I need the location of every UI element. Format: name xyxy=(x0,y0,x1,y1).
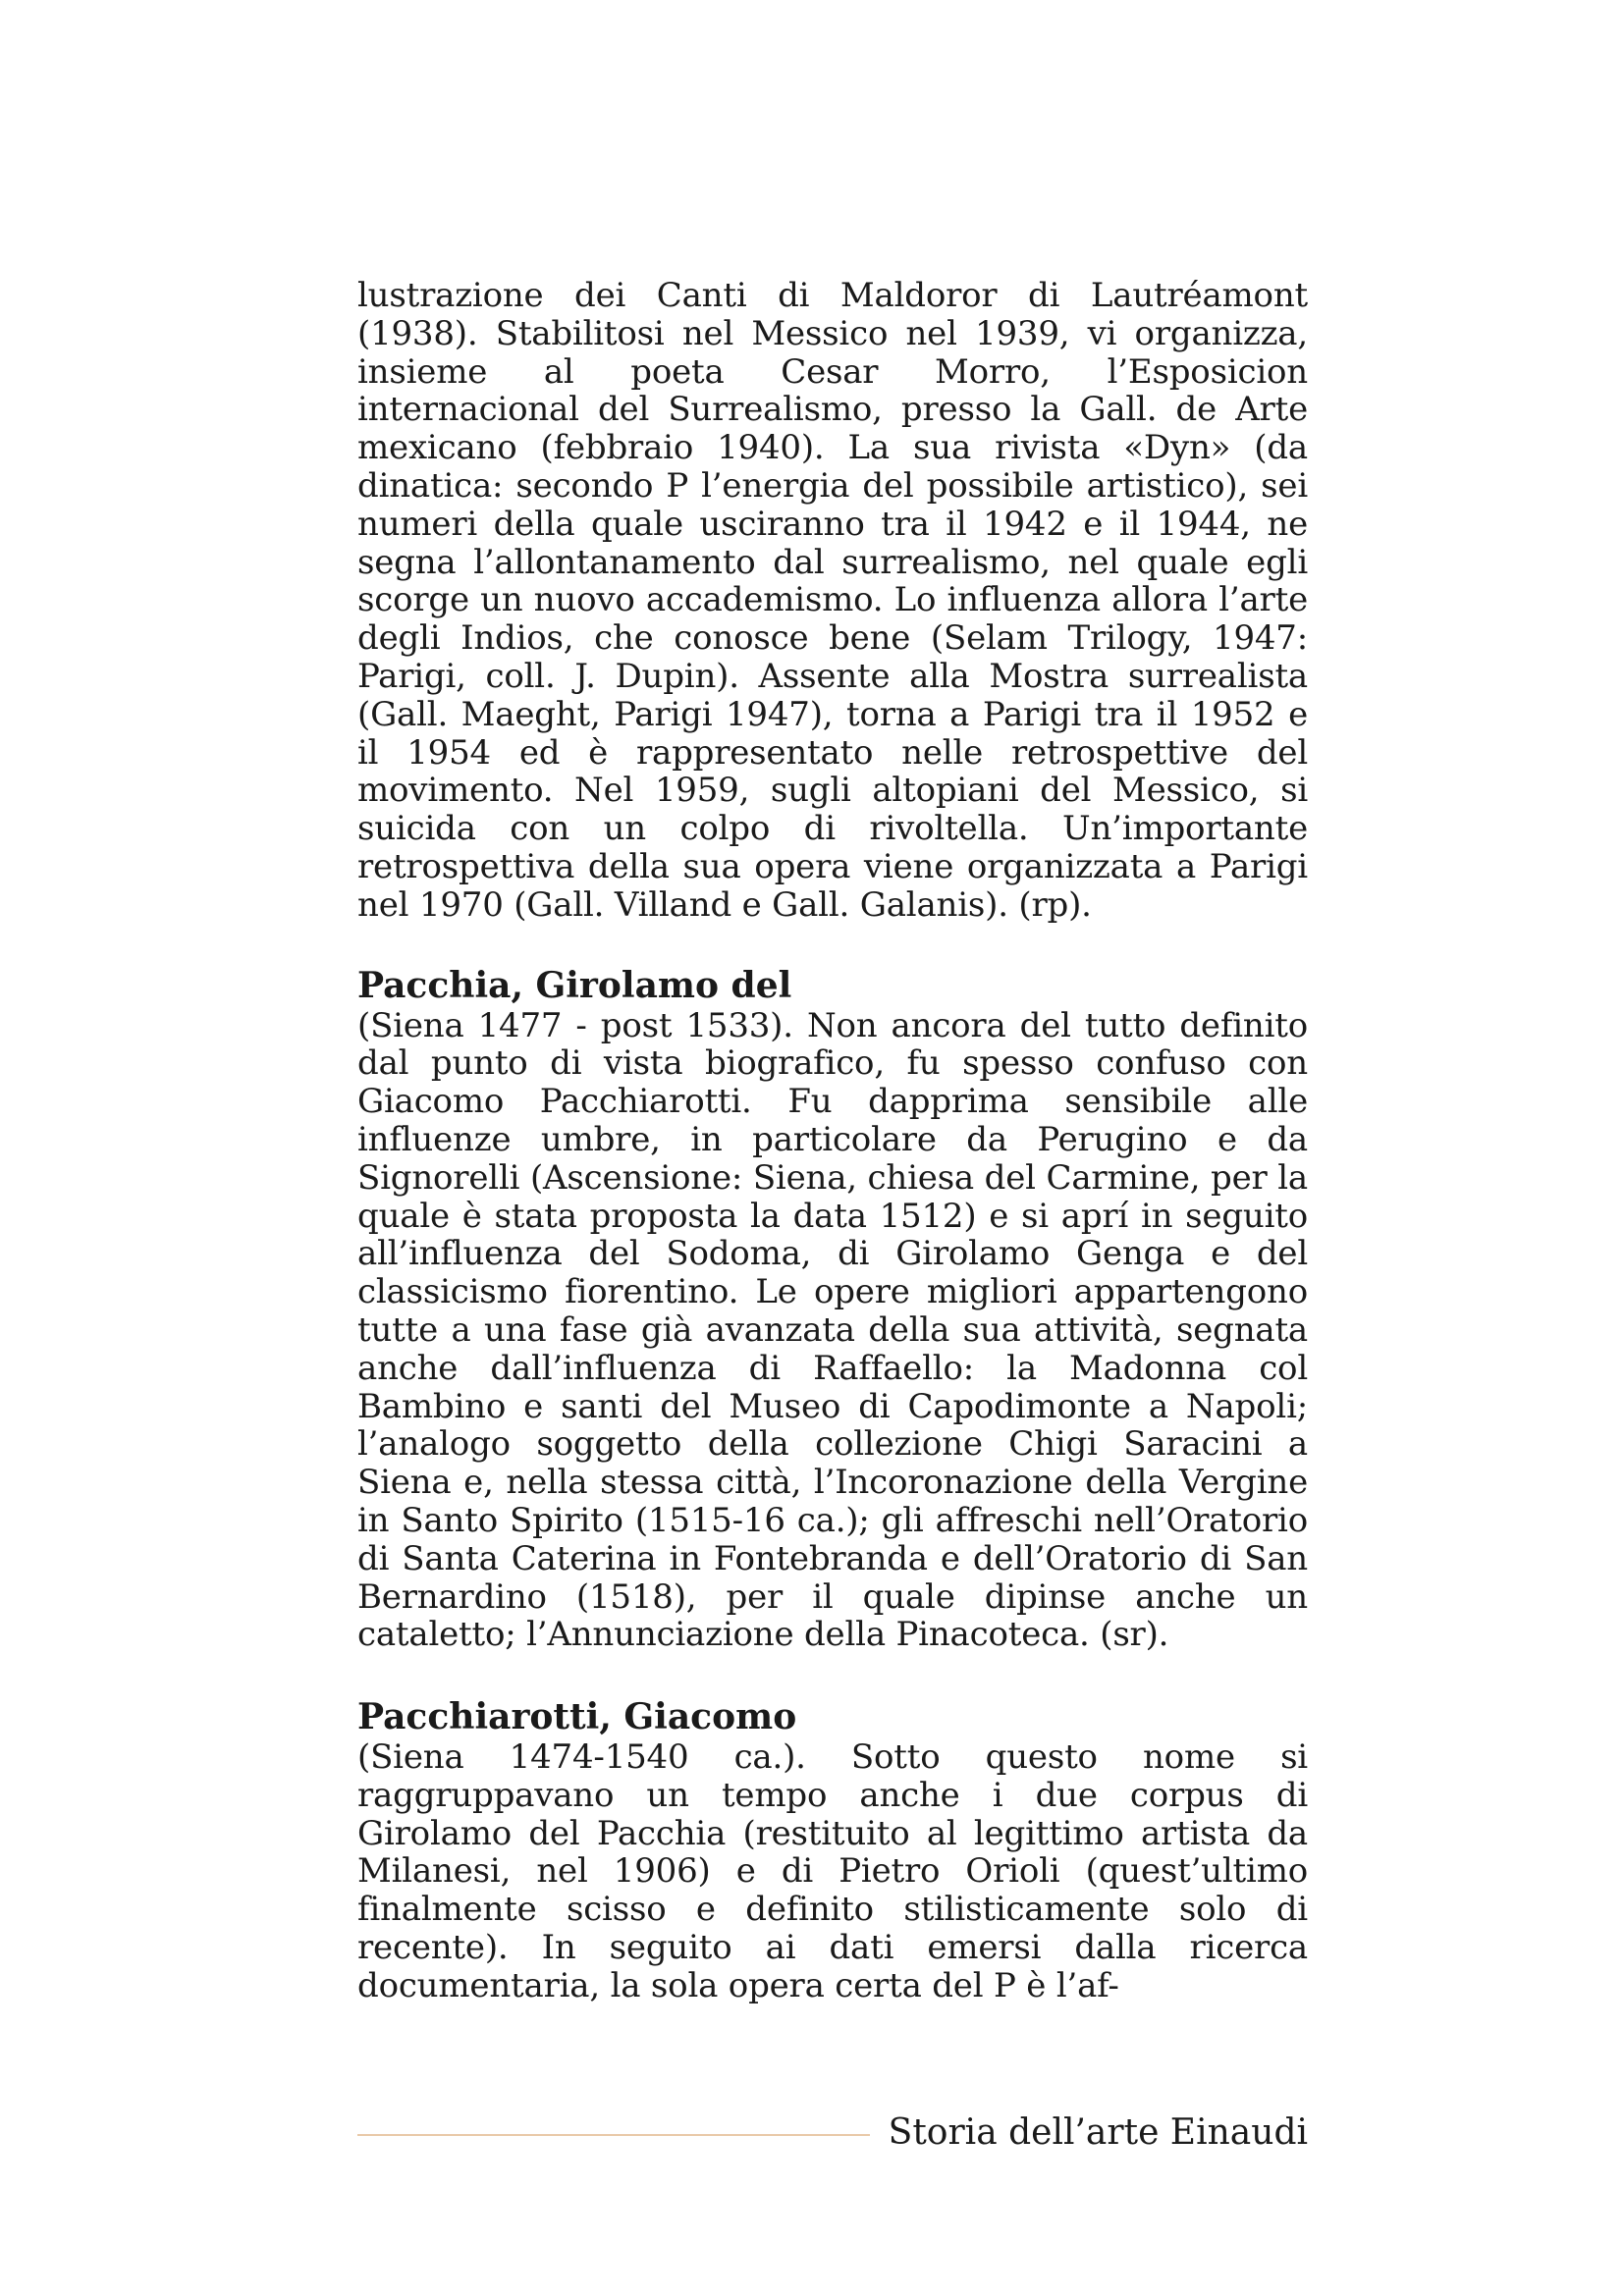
page-body xyxy=(357,277,1308,2005)
entry-heading: Pacchiarotti, Giacomo xyxy=(357,1696,797,1738)
page-footer xyxy=(357,2109,1308,2158)
footer-rule xyxy=(357,2134,870,2136)
entry-paragraph: (Siena 1474-1540 ca.). Sotto questo nome si raggruppavano un tempo anche i due corpus di Girolamo del Pacchia (restituito al legittimo artista da Milanesi, nel 1906) e di Pietro Orioli (quest’ultimo finalmente scisso e definito stilisticamente solo di recente). In seguito ai dati emersi dalla ricerca documentaria, la sola opera certa del P è l’af- xyxy=(357,1737,1308,2005)
entry-pacchiarotti xyxy=(357,1695,1308,2005)
entry-paragraph: (Siena 1477 - post 1533). Non ancora del tutto definito dal punto di vista biografico, fu spesso confuso con Giacomo Pacchiarotti. Fu dapprima sensibile alle influenze umbre, in particolare da Perugino e da Signorelli (Ascensione: Siena, chiesa del Carmine, per la quale è stata proposta la data 1512) e si aprí in seguito all’influenza del Sodoma, di Girolamo Genga e del classicismo fiorentino. Le opere migliori appartengono tutte a una fase già avanzata della sua attività, segnata anche dall’influenza di Raffaello: la Madonna col Bambino e santi del Museo di Capodimonte a Napoli; l’analogo soggetto della collezione Chigi Saracini a Siena e, nella stessa città, l’Incoronazione della Vergine in Santo Spirito (1515-16 ca.); gli affreschi nell’Oratorio di Santa Caterina in Fontebranda e dell’Oratorio di San Bernardino (1518), per il quale dipinse anche un cataletto; l’Annunciazione della Pinacoteca. (sr). xyxy=(357,1005,1308,1655)
intro-paragraph: lustrazione dei Canti di Maldoror di Lautréamont (1938). Stabilitosi nel Messico nel 1939, vi organizza, insieme al poeta Cesar Morro, l’Esposicion internacional del Surrealismo, presso la Gall. de Arte mexicano (febbraio 1940). La sua rivista «Dyn» (da dinatica: secondo P l’energia del possibile artistico), sei numeri della quale usciranno tra il 1942 e il 1944, ne segna l’allontanamento dal surrealismo, nel quale egli scorge un nuovo accademismo. Lo influenza allora l’arte degli Indios, che conosce bene (Selam Trilogy, 1947: Parigi, coll. J. Dupin). Assente alla Mostra surrealista (Gall. Maeght, Parigi 1947), torna a Parigi tra il 1952 e il 1954 ed è rappresentato nelle retrospettive del movimento. Nel 1959, sugli altopiani del Messico, si suicida con un colpo di rivoltella. Un’importante retrospettiva della sua opera viene organizzata a Parigi nel 1970 (Gall. Villand e Gall. Galanis). (rp). xyxy=(357,276,1308,925)
entry-pacchia xyxy=(357,964,1308,1655)
entry-heading: Pacchia, Girolamo del xyxy=(357,964,792,1006)
footer-title: Storia dell’arte Einaudi xyxy=(888,2112,1308,2153)
